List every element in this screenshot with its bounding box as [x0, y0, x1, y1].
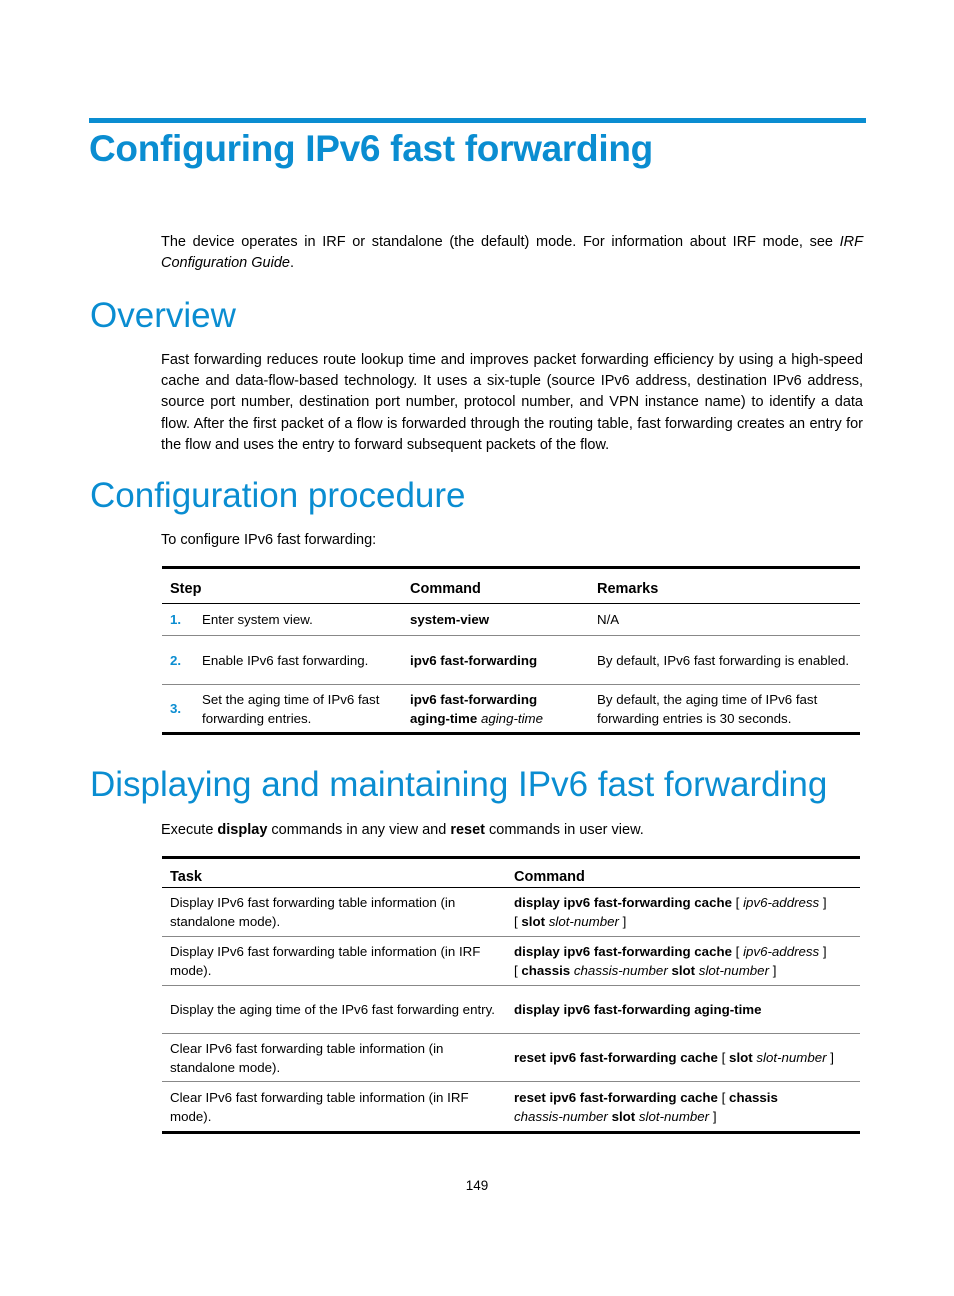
header-command: Command	[514, 869, 585, 885]
command-keyword: system-view	[410, 612, 490, 627]
intro-reference: IRF Configuration Guide	[161, 234, 863, 272]
bracket: ]	[826, 1050, 834, 1065]
step-number: 1.	[170, 612, 182, 627]
command-keyword: reset ipv6 fast-forwarding cache	[514, 1089, 718, 1105]
command-keyword: slot	[671, 963, 696, 978]
task-description: Display the aging time of the IPv6 fast forwarding entry.	[170, 1002, 495, 1017]
command-argument: aging-time	[480, 710, 544, 726]
intro-text: commands in user view.	[485, 822, 644, 838]
command-argument: slot-number	[698, 963, 770, 978]
command-argument: chassis-number	[514, 1108, 608, 1124]
command-argument: slot-number	[756, 1050, 827, 1065]
reset-keyword: reset	[450, 822, 486, 838]
command-keyword: ipv6 fast-forwarding	[410, 691, 538, 707]
intro-paragraph	[161, 232, 863, 274]
configuration-intro: To configure IPv6 fast forwarding:	[161, 532, 377, 548]
task-description: Clear IPv6 fast forwarding table information (in IRF mode).	[170, 1089, 469, 1124]
table-row	[162, 986, 860, 1034]
command-keyword: ipv6 fast-forwarding	[410, 652, 538, 668]
step-command	[402, 685, 589, 734]
step-number: 3.	[170, 701, 182, 716]
command-keyword: aging-time	[410, 710, 478, 726]
step-number: 2.	[170, 652, 182, 668]
intro-text: commands in any view and	[267, 822, 451, 838]
task-command	[506, 986, 860, 1034]
command-keyword: reset ipv6 fast-forwarding cache	[514, 1050, 718, 1065]
step-remarks: By default, the aging time of IPv6 fast forwarding entries is 30 seconds.	[597, 691, 818, 726]
bracket: ]	[709, 1108, 717, 1124]
configuration-table-header	[162, 568, 860, 604]
command-keyword: slot	[611, 1108, 636, 1124]
task-description: Clear IPv6 fast forwarding table information (in standalone mode).	[170, 1040, 444, 1075]
command-argument: ipv6-address	[743, 895, 820, 910]
display-table	[162, 856, 860, 1134]
bracket: [	[731, 944, 744, 959]
step-description: Set the aging time of IPv6 fast forwarding entries.	[202, 691, 380, 726]
bracket: [	[717, 1089, 730, 1105]
command-keyword: display ipv6 fast-forwarding cache	[514, 895, 732, 910]
command-argument: ipv6-address	[743, 944, 820, 959]
task-description: Display IPv6 fast forwarding table information (in standalone mode).	[170, 895, 456, 929]
step-remarks: N/A	[597, 612, 620, 627]
step-command	[402, 636, 589, 685]
command-keyword: display ipv6 fast-forwarding cache	[514, 944, 732, 959]
page-number: 149	[465, 1178, 489, 1193]
header-command: Command	[410, 581, 481, 597]
command-argument: slot-number	[638, 1108, 710, 1124]
intro-text: The device operates in IRF or standalone (the default) mode. For information about IRF mode, see	[161, 234, 840, 250]
bracket: ]	[618, 914, 627, 929]
table-row	[162, 604, 860, 636]
step-remarks: By default, IPv6 fast forwarding is enabled.	[597, 652, 850, 668]
configuration-table	[162, 566, 860, 735]
display-keyword: display	[217, 822, 268, 838]
command-keyword: slot	[521, 914, 546, 929]
bracket: [	[717, 1050, 730, 1065]
step-command	[402, 604, 589, 636]
table-row	[162, 1082, 860, 1133]
intro-end: .	[289, 255, 295, 272]
table-row	[162, 937, 860, 986]
header-step: Step	[170, 581, 202, 597]
command-keyword: chassis	[729, 1089, 778, 1105]
task-command	[506, 888, 860, 937]
step-description: Enable IPv6 fast forwarding.	[202, 652, 369, 668]
header-remarks: Remarks	[597, 581, 659, 597]
overview-paragraph: Fast forwarding reduces route lookup time and improves packet forwarding efficiency by using a high-speed cache and data-flow-based technology. It uses a six-tuple (source IPv6 address, destination IPv6 address, source port number, destination port number, protocol number, and VPN instance name) to identify a data flow. After the first packet of a flow is forwarded through the routing table, fast forwarding creates an entry for the flow and uses the entry to forward subsequent packets of the flow.	[161, 352, 863, 453]
table-row	[162, 685, 860, 734]
bracket: ]	[819, 895, 827, 910]
task-command	[506, 1034, 860, 1082]
chapter-top-rule	[89, 118, 866, 123]
task-command	[506, 937, 860, 986]
intro-text: Execute	[161, 822, 218, 838]
table-row	[162, 1034, 860, 1082]
task-description: Display IPv6 fast forwarding table information (in IRF mode).	[170, 944, 481, 978]
command-argument: chassis-number	[573, 963, 668, 978]
step-description: Enter system view.	[202, 612, 313, 627]
command-argument: slot-number	[548, 914, 619, 929]
bracket: [	[731, 895, 744, 910]
display-table-header	[162, 858, 860, 888]
bracket: ]	[769, 963, 777, 978]
display-maintain-heading: Displaying and maintaining IPv6 fast forwarding	[90, 765, 828, 804]
task-command	[506, 1082, 860, 1133]
command-keyword: slot	[729, 1050, 753, 1065]
table-row	[162, 888, 860, 937]
bracket: [	[514, 963, 522, 978]
command-keyword: chassis	[521, 963, 571, 978]
header-task: Task	[170, 869, 202, 885]
bracket: [	[514, 914, 522, 929]
display-intro	[161, 820, 863, 841]
configuration-heading: Configuration procedure	[90, 476, 466, 515]
command-keyword: display ipv6 fast-forwarding aging-time	[514, 1002, 762, 1017]
chapter-title: Configuring IPv6 fast forwarding	[89, 128, 653, 169]
bracket: ]	[819, 944, 827, 959]
table-row	[162, 636, 860, 685]
overview-heading: Overview	[90, 296, 236, 335]
